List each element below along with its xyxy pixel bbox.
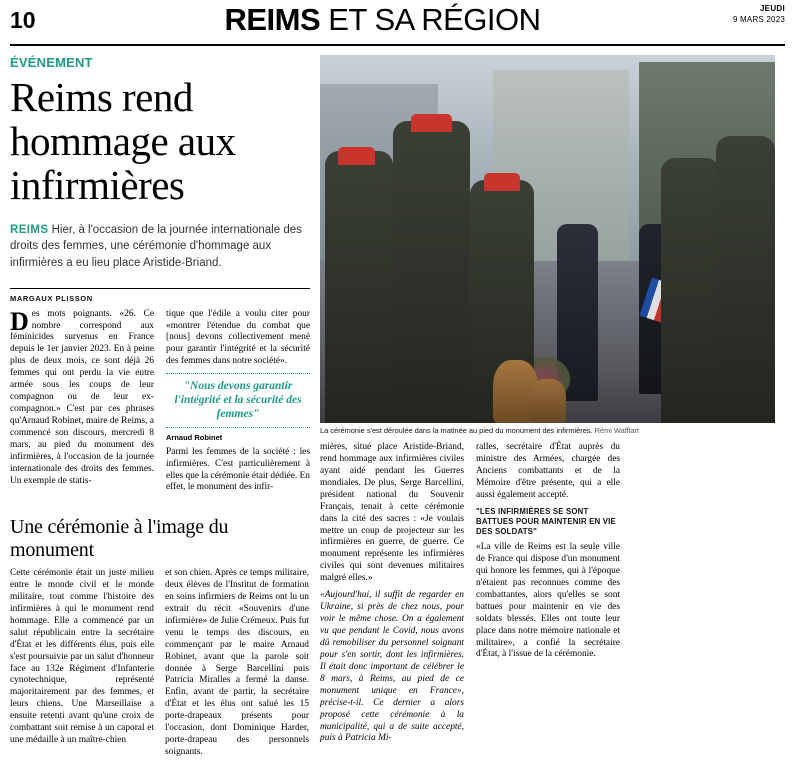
photo-soldier: [393, 121, 470, 423]
ceremony-photo: [320, 55, 775, 423]
paragraph: tique que l'édile a voulu citer pour «montrer l'étendue du combat que [nous] devons collectivement mené pour garantir l'intégrité et la sécurité des femmes dans notre société».: [166, 308, 310, 367]
article-headline: Reims rend hommage aux infirmières: [10, 74, 236, 208]
section-title: [70, 0, 695, 38]
sidebar-kicker: "LES INFIRMIÈRES SE SONT BATTUES POUR MAINTENIR EN VIE DES SOLDATS": [476, 506, 616, 536]
photo-wrap: [320, 55, 775, 436]
column-1: [10, 306, 154, 500]
section-title-sub: ET SA RÉGION: [320, 2, 541, 37]
paragraph: Des mots poignants. «26. Ce nombre correspond aux féminicides survenus en France depuis le 1er janvier 2023. En à peine plus de deux mois, ce sont déjà 26 femmes qui ont perdu la vie entre armée sous les coups de leur compagnon ou de leur ex-compagnon.» C'est par ces phrases qu'Arnaud Robinet, maire de Reims, a commencé son discours, mercredi 8 mars, au pied du monument des infirmières, à l'occasion de la journée internationale des droits des femmes. Un exemple de statis-: [10, 306, 154, 486]
photo-caption: [320, 423, 775, 436]
photo-soldier: [716, 136, 775, 423]
paragraph: et son chien. Après ce temps militaire, deux élèves de l'Institut de formation en soins infirmiers de Reims ont lu un extrait du récit «Souvenirs d'une infirmière» de Julie Crémeux. Puis fut venu le temps des discours, en commençant par le maire Arnaud Robinet, avant que la parole soit donnée à Serge Barcellini puis Patricia Miralles a fermé la danse. Enfin, avant de partir, la secrétaire d'État et les élus ont salué les 15 porte-drapeaux présents pour l'occasion, dont Dominique Harder, porte-drapeau des personnels soignants.: [165, 568, 309, 758]
page-number: 10: [10, 7, 36, 33]
photo-kepi: [411, 114, 452, 132]
issue-date: [695, 0, 785, 24]
photo-kepi: [484, 173, 520, 191]
issue-day: JEUDI: [759, 4, 785, 13]
photo-kepi: [338, 147, 374, 165]
sidebar-text: «La ville de Reims est la seule ville de France qui dispose d'un monument qui honore les femmes, qui à l'époque n'étaient pas reconnues comme des combattantes, alors qu'elles se sont battues pour maintenir en vie des soldats blessés. Elles ont toute leur place dans notre mémoire nationale et militaire», a confié la secrétaire d'État, à l'issue de la cérémonie.: [476, 542, 620, 660]
lede-city: REIMS: [10, 223, 49, 236]
column-2: [166, 309, 310, 500]
column-3: [320, 442, 464, 750]
paragraph: mières, situé place Aristide-Briand, rend hommage aux infirmières civiles ayant aidé pendant les Guerres mondiales. De plus, Serge Barcellini, président national du Souvenir Français, tenait à cette cérémonie dans la cité des sacres : «Je voulais mettre un coup de projecteur sur les infirmières en guerre, de guerre. Ce monument représente les infirmières civiles qui sont devenues militaires malgré elles.»: [320, 441, 464, 584]
article-bottom: [10, 508, 310, 764]
section-title-main: REIMS: [224, 2, 321, 37]
article-byline: MARGAUX PLISSON: [10, 288, 310, 303]
paragraph: «Aujourd'hui, il suffit de regarder en Ukraine, si près de chez nous, pour voir le même chose. On a également vu que pendant le Covid, nous avons dû remobiliser du personnel soignant pour s'en sortir, dont les infirmières. Il était donc important de célébrer le 8 mars, à Reims, au pied de ce monument unique en France», précise-t-il. Ce dernier a alors proposé cette cérémonie à la municipalité, qui a de suite accepté, puis à Patricia Mi-: [320, 590, 464, 744]
column-lower-2: [165, 568, 309, 764]
article-rubric: ÉVÉNEMENT: [10, 55, 93, 70]
paragraph: ralles, secrétaire d'État auprès du ministre des Armées, chargée des Anciens combattants et de la Mémoire d'être présente, qui a elle aussi également accepté.: [476, 441, 620, 500]
lede-text: Hier, à l'occasion de la journée internationale des droits des femmes, une cérémonie d'hommage aux infirmières a eu lieu place Aristide-Briand.: [10, 223, 302, 269]
photo-soldier: [325, 151, 393, 423]
photo-credit: Rémi Wafflart: [594, 426, 639, 435]
lower-columns: [10, 568, 310, 764]
pull-quote-text: "Nous devons garantir l'intégrité et la sécurité des femmes": [174, 380, 302, 420]
article-lede: [10, 222, 310, 272]
photo-block: [320, 55, 775, 750]
paragraph: Parmi les femmes de la société : les infirmières. C'est particulièrement à elles que la cérémonie était dédiée. En effet, le monument des infir-: [166, 446, 310, 493]
issue-date-value: 9 MARS 2023: [732, 15, 785, 24]
photo-soldier: [661, 158, 720, 423]
sidebar-box: [476, 507, 620, 662]
paragraph: Cette cérémonie était un juste milieu entre le monde civil et le monde militaire, tout comme l'histoire des infirmières à qui le monument rend hommage. Elle a commencé par un salut républicain entre la secrétaire d'État et les différents élus, puis elle s'est poursuivie par un salut d'honneur face au 132e Régiment d'Infanterie cynotechnique, représenté majoritairement par des femmes, et leurs chiens. Une Marseillaise a ensuite retenti avant qu'une croix de combattant soit remise à un caporal et une médaille à un maître-chien: [10, 568, 154, 746]
pull-quote: [166, 373, 310, 427]
intro-columns: [10, 306, 310, 500]
masthead: [10, 0, 785, 46]
article-subhead: Une cérémonie à l'image du monument: [10, 516, 229, 561]
pull-quote-author: Arnaud Robinet: [166, 432, 223, 442]
photo-military-dog: [529, 379, 565, 423]
photo-caption-text: La cérémonie s'est déroulée dans la matinée au pied du monument des infirmières.: [320, 426, 593, 435]
column-lower-1: [10, 568, 154, 764]
photo-columns: [320, 442, 775, 750]
column-4: [476, 442, 620, 750]
